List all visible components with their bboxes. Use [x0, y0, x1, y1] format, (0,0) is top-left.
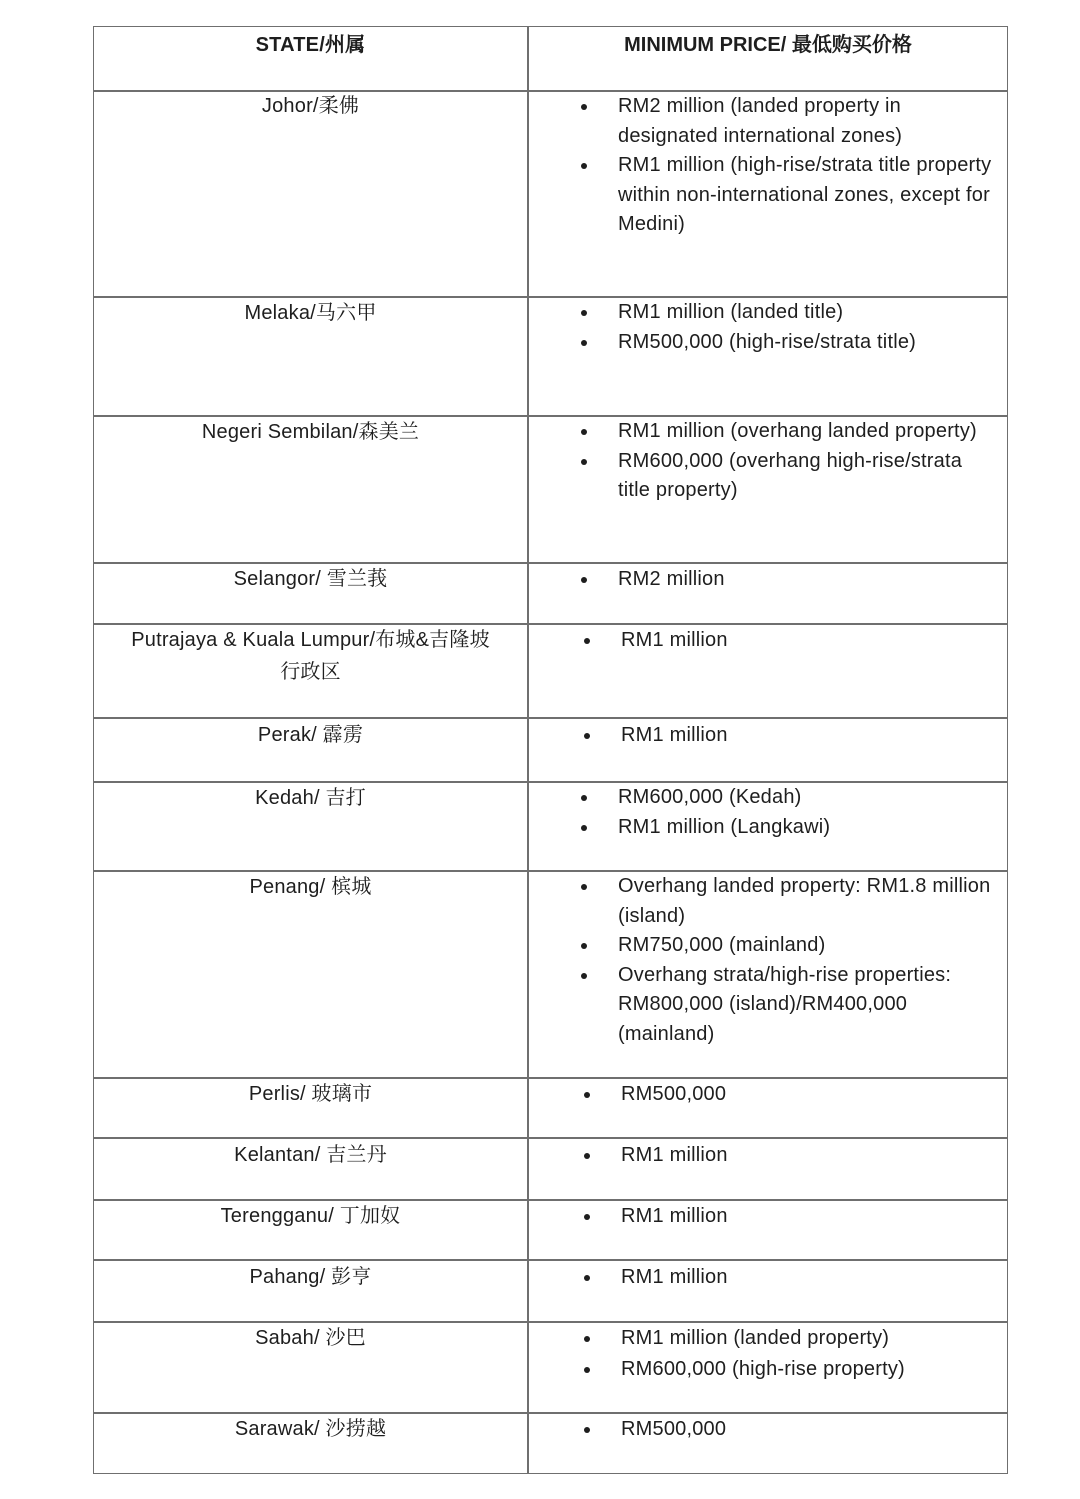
price-item: RM500,000 (high-rise/strata title)	[529, 328, 999, 358]
row-divider	[94, 1259, 1007, 1261]
price-cell	[529, 1080, 999, 1110]
price-item: RM500,000	[529, 1080, 999, 1110]
price-item: RM500,000	[529, 1415, 999, 1445]
state-cell: Pahang/ 彭亨	[249, 1266, 372, 1288]
state-cell: Melaka/马六甲	[244, 302, 377, 324]
state-cell: Selangor/ 雪兰莪	[233, 568, 388, 590]
price-item: RM1 million (high-rise/strata title property within non-international zones, except for Medini)	[529, 151, 999, 240]
price-item: RM750,000 (mainland)	[529, 931, 999, 961]
price-cell	[529, 92, 999, 240]
price-cell	[529, 1263, 999, 1293]
price-item: RM2 million	[529, 565, 999, 595]
price-item: RM600,000 (overhang high-rise/strata title property)	[529, 447, 999, 506]
price-item: RM1 million (Langkawi)	[529, 813, 999, 843]
price-cell	[529, 1415, 999, 1445]
state-cell	[94, 625, 527, 687]
price-cell	[529, 298, 999, 357]
state-cell: Johor/柔佛	[261, 95, 360, 117]
price-cell	[529, 626, 999, 656]
price-item: Overhang strata/high-rise properties: RM800,000 (island)/RM400,000 (mainland)	[529, 961, 999, 1050]
state-column-header: STATE/州属	[255, 34, 366, 56]
price-cell	[529, 417, 999, 506]
price-cell	[529, 1324, 999, 1384]
price-item: RM1 million	[529, 1202, 999, 1232]
row-divider	[94, 717, 1007, 719]
state-cell: Perlis/ 玻璃市	[248, 1083, 373, 1105]
price-cell	[529, 721, 999, 751]
state-cell: Kelantan/ 吉兰丹	[234, 1144, 387, 1166]
price-item: Overhang landed property: RM1.8 million (island)	[529, 872, 999, 931]
price-item: RM600,000 (Kedah)	[529, 783, 999, 813]
state-cell: Negeri Sembilan/森美兰	[201, 421, 420, 443]
state-cell-line2: 行政区	[280, 661, 341, 683]
state-cell: Perak/ 霹雳	[257, 724, 364, 746]
price-cell	[529, 1202, 999, 1232]
price-item: RM2 million (landed property in designated international zones)	[529, 92, 999, 151]
price-cell	[529, 565, 999, 595]
price-cell	[529, 783, 999, 842]
price-cell	[529, 1141, 999, 1171]
state-cell: Terengganu/ 丁加奴	[220, 1205, 401, 1227]
price-item: RM1 million (landed title)	[529, 298, 999, 328]
state-cell-line1: Putrajaya & Kuala Lumpur/布城&吉隆坡	[131, 629, 490, 651]
price-column-header: MINIMUM PRICE/ 最低购买价格	[624, 34, 912, 56]
price-item: RM1 million	[529, 721, 999, 751]
state-cell: Sarawak/ 沙捞越	[234, 1418, 387, 1440]
price-item: RM600,000 (high-rise property)	[529, 1355, 999, 1385]
price-item: RM1 million	[529, 626, 999, 656]
price-item: RM1 million (overhang landed property)	[529, 417, 999, 447]
state-cell: Kedah/ 吉打	[255, 787, 366, 809]
state-cell: Penang/ 槟城	[249, 876, 372, 898]
price-cell	[529, 872, 999, 1049]
price-table	[93, 26, 1008, 1474]
price-item: RM1 million (landed property)	[529, 1324, 999, 1354]
state-cell: Sabah/ 沙巴	[255, 1327, 366, 1349]
price-item: RM1 million	[529, 1141, 999, 1171]
price-item: RM1 million	[529, 1263, 999, 1293]
row-divider	[94, 1137, 1007, 1139]
